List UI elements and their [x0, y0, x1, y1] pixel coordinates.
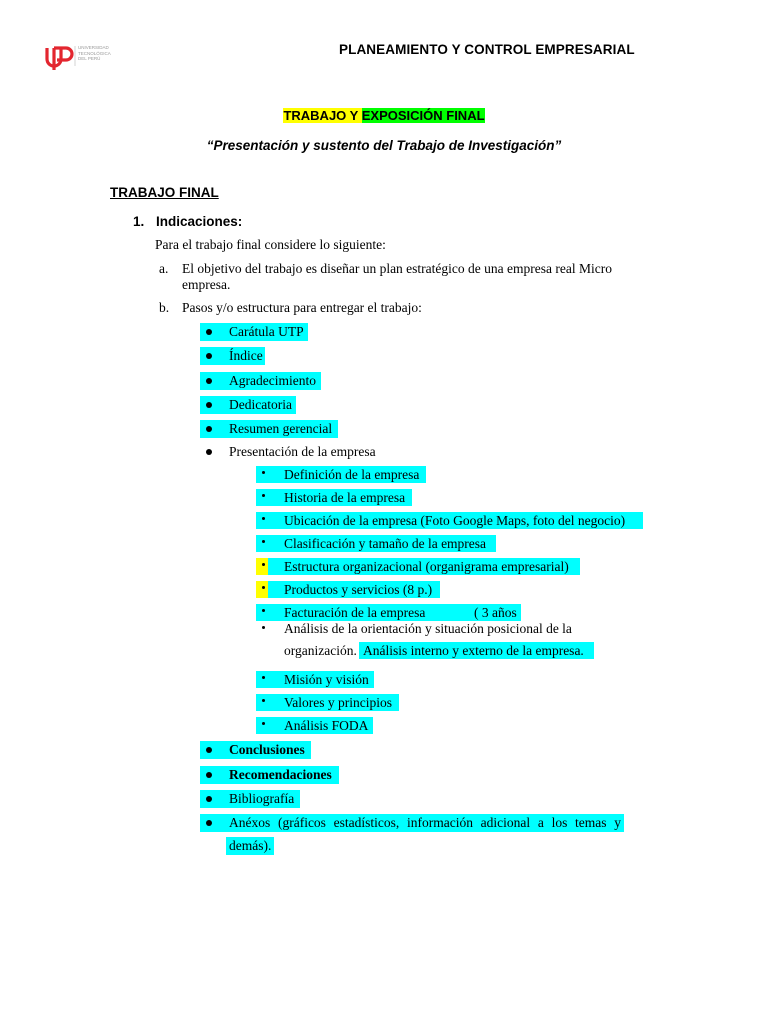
item-b: Pasos y/o estructura para entregar el trabajo:	[182, 300, 422, 315]
sub-list-item: Ubicación de la empresa (Foto Google Maps, foto del negocio)	[284, 513, 626, 528]
list-item: Carátula UTP	[229, 324, 304, 339]
list-item: Conclusiones	[229, 742, 305, 757]
list-item-cont: demás).	[229, 838, 272, 853]
sub-list-item: Valores y principios	[284, 695, 392, 710]
indications-heading: 1. Indicaciones:	[133, 214, 243, 229]
document-subtitle: “Presentación y sustento del Trabajo de Investigación”	[206, 138, 562, 153]
list-marker-b: b.	[159, 300, 170, 315]
list-item: Dedicatoria	[229, 397, 292, 412]
intro-text: Para el trabajo final considere lo siguiente:	[155, 237, 386, 252]
sub-list-item-highlight: Análisis interno y externo de la empresa.	[363, 643, 584, 658]
sub-list-item: Análisis de la orientación y situación posicional de la	[284, 621, 572, 636]
sub-list-item: Facturación de la empresa	[284, 605, 426, 620]
list-item: Agradecimiento	[229, 373, 316, 388]
header-title: PLANEAMIENTO Y CONTROL EMPRESARIAL	[339, 42, 635, 57]
list-item: Presentación de la empresa	[229, 444, 376, 459]
section-heading: TRABAJO FINAL	[110, 185, 219, 200]
list-item: Índice	[229, 348, 263, 363]
title-part-yellow: TRABAJO Y	[283, 108, 359, 123]
sub-list-item: Estructura organizacional (organigrama empresarial)	[284, 559, 569, 574]
list-item: Bibliografía	[229, 791, 295, 806]
item-a-line1: El objetivo del trabajo es diseñar un plan estratégico de una empresa real Micro	[182, 261, 612, 276]
sub-list-item-years: ( 3 años	[474, 605, 517, 620]
list-item: Resumen gerencial	[229, 421, 333, 436]
title-part-green: EXPOSICIÓN FINAL	[361, 108, 485, 123]
document-title	[0, 108, 768, 123]
sub-list-item: Análisis FODA	[284, 718, 369, 733]
logo-text: UNIVERSIDAD TECNOLÓGICA DEL PERÚ	[78, 45, 111, 61]
sub-list-item-cont: organización.	[284, 643, 357, 658]
sub-list-item: Misión y visión	[284, 672, 369, 687]
list-item: Recomendaciones	[229, 767, 332, 782]
list-marker-a: a.	[159, 261, 169, 276]
sub-list-item: Clasificación y tamaño de la empresa	[284, 536, 487, 551]
sub-list-item: Definición de la empresa	[284, 467, 420, 482]
sub-list-item: Productos y servicios (8 p.)	[284, 582, 433, 597]
sub-list-item: Historia de la empresa	[284, 490, 406, 505]
item-a-line2: empresa.	[182, 277, 231, 292]
list-item: Anéxos (gráficos estadísticos, información adicional a los temas y	[229, 815, 621, 830]
